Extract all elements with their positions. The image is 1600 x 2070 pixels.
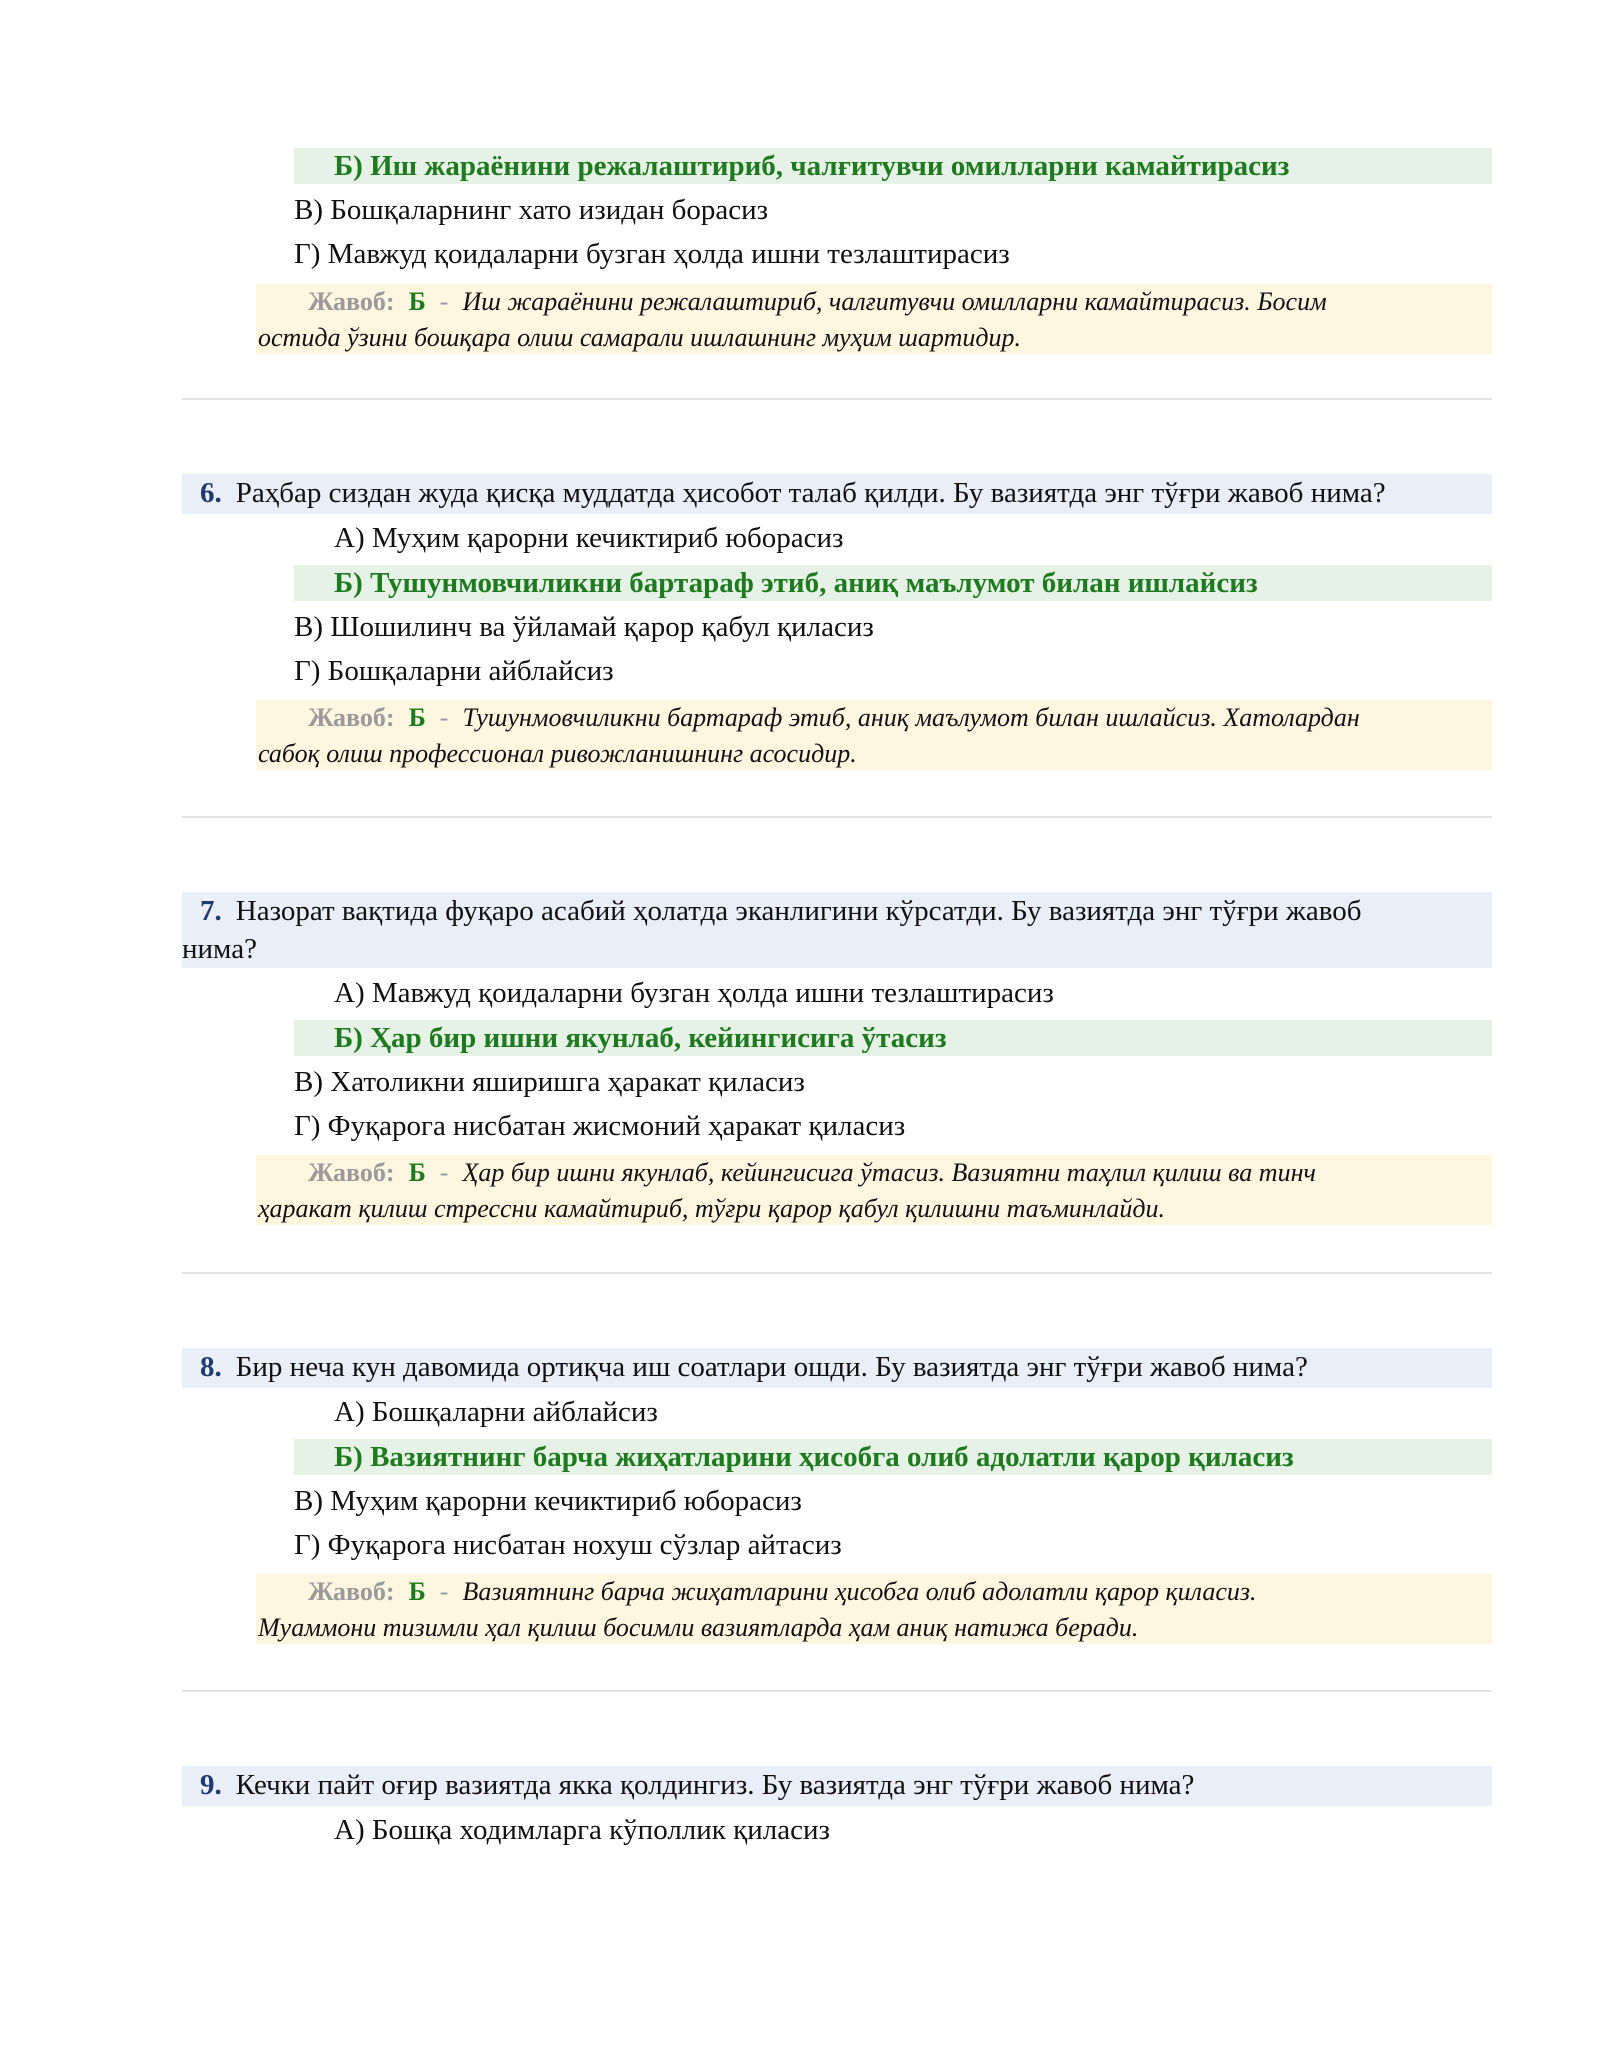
answer-label: Жавоб: <box>308 1158 395 1187</box>
section-divider <box>182 398 1492 400</box>
answer-letter: Б <box>408 1577 426 1606</box>
answer-text: Тушунмовчиликни бартараф этиб, аниқ маълумот билан ишлайсиз. Хатолардан <box>462 703 1360 732</box>
question-text-continued: нима? <box>182 933 257 965</box>
option-v: В) Шошилинч ва ўйламай қарор қабул қиласиз <box>294 611 874 643</box>
option-b-correct: Б) Ҳар бир ишни якунлаб, кейингисига ўтасиз <box>294 1020 1492 1056</box>
question-text: Раҳбар сиздан жуда қисқа муддатда ҳисобот талаб қилди. Бу вазиятда энг тўғри жавоб нима? <box>235 477 1386 509</box>
question-7 <box>182 892 1492 968</box>
answer-text-continued: сабоқ олиш профессионал ривожланишнинг асосидир. <box>258 739 857 768</box>
option-g: Г) Мавжуд қоидаларни бузган ҳолда ишни тезлаштирасиз <box>294 238 1010 270</box>
answer-dash: - <box>439 1158 449 1187</box>
question-9 <box>182 1766 1492 1806</box>
section-divider <box>182 1690 1492 1692</box>
section-divider <box>182 1272 1492 1274</box>
answer-label: Жавоб: <box>308 703 395 732</box>
question-text: Бир неча кун давомида ортиқча иш соатлари ошди. Бу вазиятда энг тўғри жавоб нима? <box>235 1351 1308 1383</box>
answer-text-continued: Муаммони тизимли ҳал қилиш босимли вазиятларда ҳам аниқ натижа беради. <box>258 1613 1139 1642</box>
answer-text-continued: остида ўзини бошқара олиш самарали ишлашнинг муҳим шартидир. <box>258 323 1022 352</box>
question-8 <box>182 1348 1492 1388</box>
option-g: Г) Бошқаларни айблайсиз <box>294 655 614 687</box>
option-a: А) Бошқа ходимларга кўполлик қиласиз <box>334 1814 830 1846</box>
option-b-correct: Б) Вазиятнинг барча жиҳатларини ҳисобга олиб адолатли қарор қиласиз <box>294 1439 1492 1475</box>
option-a: А) Бошқаларни айблайсиз <box>334 1396 658 1428</box>
question-text: Кечки пайт оғир вазиятда якка қолдингиз. Бу вазиятда энг тўғри жавоб нима? <box>235 1769 1195 1801</box>
answer-letter: Б <box>408 287 426 316</box>
option-g: Г) Фуқарога нисбатан нохуш сўзлар айтасиз <box>294 1529 842 1561</box>
option-a: А) Мавжуд қоидаларни бузган ҳолда ишни тезлаштирасиз <box>334 977 1054 1009</box>
answer-box <box>256 1155 1492 1225</box>
answer-box <box>256 1574 1492 1644</box>
option-a: А) Муҳим қарорни кечиктириб юборасиз <box>334 522 844 554</box>
option-b-correct: Б) Тушунмовчиликни бартараф этиб, аниқ маълумот билан ишлайсиз <box>294 565 1492 601</box>
answer-letter: Б <box>408 1158 426 1187</box>
answer-letter: Б <box>408 703 426 732</box>
answer-dash: - <box>439 1577 449 1606</box>
answer-text-continued: ҳаракат қилиш стрессни камайтириб, тўғри қарор қабул қилишни таъминлайди. <box>258 1194 1166 1223</box>
answer-label: Жавоб: <box>308 1577 395 1606</box>
question-text: Назорат вақтида фуқаро асабий ҳолатда эканлигини кўрсатди. Бу вазиятда энг тўғри жавоб <box>235 895 1362 927</box>
answer-dash: - <box>439 703 449 732</box>
answer-dash: - <box>439 287 449 316</box>
answer-box <box>256 284 1492 354</box>
question-6 <box>182 474 1492 514</box>
question-number: 8. <box>200 1351 222 1383</box>
section-divider <box>182 816 1492 818</box>
option-g: Г) Фуқарога нисбатан жисмоний ҳаракат қиласиз <box>294 1110 906 1142</box>
option-v: В) Бошқаларнинг хато изидан борасиз <box>294 194 769 226</box>
option-v: В) Хатоликни яширишга ҳаракат қиласиз <box>294 1066 805 1098</box>
option-v: В) Муҳим қарорни кечиктириб юборасиз <box>294 1485 802 1517</box>
option-b-correct: Б) Иш жараёнини режалаштириб, чалғитувчи омилларни камайтирасиз <box>294 148 1492 184</box>
question-number: 6. <box>200 477 222 509</box>
answer-text: Иш жараёнини режалаштириб, чалғитувчи омилларни камайтирасиз. Босим <box>462 287 1327 316</box>
question-number: 7. <box>200 895 222 927</box>
question-number: 9. <box>200 1769 222 1801</box>
answer-label: Жавоб: <box>308 287 395 316</box>
answer-text: Ҳар бир ишни якунлаб, кейингисига ўтасиз. Вазиятни таҳлил қилиш ва тинч <box>462 1158 1316 1187</box>
answer-box <box>256 700 1492 770</box>
answer-text: Вазиятнинг барча жиҳатларини ҳисобга олиб адолатли қарор қиласиз. <box>462 1577 1257 1606</box>
